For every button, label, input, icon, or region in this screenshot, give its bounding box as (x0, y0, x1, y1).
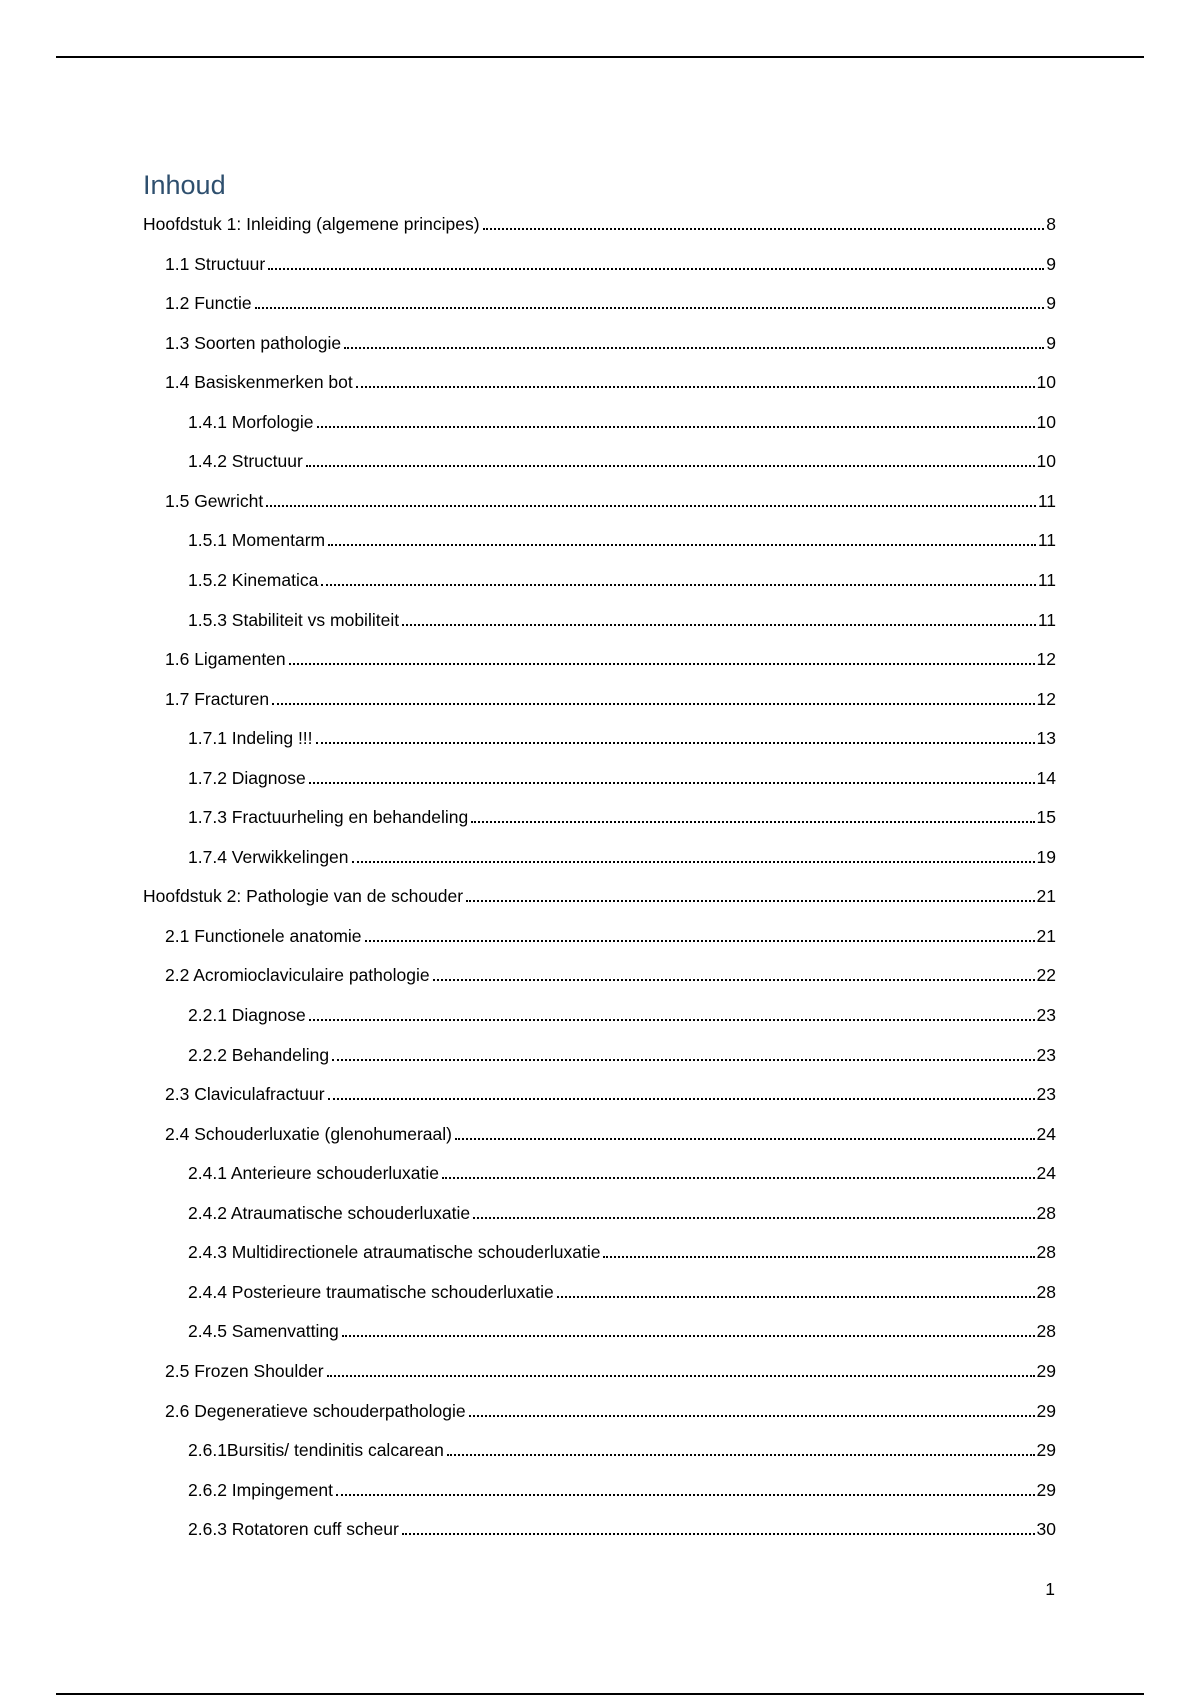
toc-entry[interactable] (188, 1042, 1056, 1068)
toc-entry-page: 8 (1046, 214, 1056, 234)
toc-entry[interactable] (143, 211, 1056, 237)
toc-entry-label: 2.6.2 Impingement (188, 1480, 333, 1500)
dot-leader (317, 425, 1035, 428)
dot-leader (328, 543, 1036, 546)
toc-entry-page: 14 (1036, 768, 1056, 788)
toc-entry-label: 2.4.5 Samenvatting (188, 1321, 339, 1341)
toc-entry[interactable] (188, 1239, 1056, 1265)
footer-rule (56, 1693, 1144, 1695)
toc-entry-page: 22 (1036, 965, 1056, 985)
toc-entry-label: 2.6 Degeneratieve schouderpathologie (165, 1401, 466, 1421)
toc-entry-label: 2.4 Schouderluxatie (glenohumeraal) (165, 1124, 452, 1144)
toc-entry-page: 24 (1036, 1124, 1056, 1144)
toc-entry-page: 28 (1036, 1203, 1056, 1223)
toc-entry-page: 23 (1036, 1084, 1056, 1104)
toc-entry[interactable] (188, 1477, 1056, 1503)
toc-entry-page: 24 (1036, 1163, 1056, 1183)
toc-entry-page: 12 (1036, 689, 1056, 709)
page-number: 1 (1045, 1579, 1055, 1599)
toc-entry-page: 9 (1046, 333, 1056, 353)
toc-entry[interactable] (188, 409, 1056, 435)
toc-entry[interactable] (165, 251, 1056, 277)
toc-entry-label: 2.4.1 Anterieure schouderluxatie (188, 1163, 439, 1183)
toc-entry[interactable] (165, 1398, 1056, 1424)
dot-leader (344, 346, 1044, 349)
dot-leader (365, 939, 1035, 942)
toc-entry-page: 11 (1037, 570, 1056, 590)
toc-entry-label: 2.2.2 Behandeling (188, 1045, 330, 1065)
dot-leader (473, 1216, 1034, 1219)
toc-entry-label: Hoofdstuk 2: Pathologie van de schouder (143, 886, 464, 906)
dot-leader (447, 1453, 1035, 1456)
dot-leader (321, 583, 1035, 586)
toc-entry-page: 13 (1036, 728, 1056, 748)
dot-leader (483, 227, 1045, 230)
toc-entry[interactable] (188, 567, 1056, 593)
toc-entry-label: 1.4.2 Structuur (188, 451, 303, 471)
toc-entry[interactable] (188, 607, 1056, 633)
toc-entry-page: 9 (1046, 254, 1056, 274)
toc-entry-page: 28 (1036, 1321, 1056, 1341)
toc-entry-page: 15 (1036, 807, 1056, 827)
dot-leader (402, 623, 1036, 626)
toc-entry-label: 2.4.3 Multidirectionele atraumatische schouderluxatie (188, 1242, 601, 1262)
toc-entry-page: 30 (1036, 1519, 1056, 1539)
toc-entry[interactable] (188, 804, 1056, 830)
toc-entry-label: 1.2 Functie (165, 293, 252, 313)
toc-entry-page: 21 (1036, 886, 1056, 906)
toc-entry-label: 1.3 Soorten pathologie (165, 333, 342, 353)
toc-entry[interactable] (165, 330, 1056, 356)
toc-entry-label: 1.4 Basiskenmerken bot (165, 372, 353, 392)
toc-entry[interactable] (188, 1002, 1056, 1028)
toc-entry-page: 11 (1037, 491, 1056, 511)
dot-leader (402, 1532, 1035, 1535)
dot-leader (352, 860, 1035, 863)
toc-entry[interactable] (188, 1200, 1056, 1226)
header-rule (56, 56, 1144, 58)
toc-entry-label: 1.6 Ligamenten (165, 649, 286, 669)
dot-leader (255, 306, 1045, 309)
dot-leader (328, 1097, 1035, 1100)
toc-entry[interactable] (143, 883, 1056, 909)
toc-entry-page: 29 (1036, 1401, 1056, 1421)
dot-leader (356, 385, 1035, 388)
toc-entry[interactable] (188, 1318, 1056, 1344)
dot-leader (466, 899, 1034, 902)
toc-entry-page: 28 (1036, 1242, 1056, 1262)
toc-entry-label: Hoofdstuk 1: Inleiding (algemene principes) (143, 214, 480, 234)
dot-leader (455, 1137, 1035, 1140)
toc-entry[interactable] (165, 488, 1056, 514)
toc-entry-label: 1.5.3 Stabiliteit vs mobiliteit (188, 610, 400, 630)
toc-entry[interactable] (165, 1081, 1056, 1107)
dot-leader (442, 1176, 1035, 1179)
toc-entry-label: 2.4.2 Atraumatische schouderluxatie (188, 1203, 471, 1223)
toc-entry-page: 23 (1036, 1045, 1056, 1065)
toc-entry[interactable] (188, 1279, 1056, 1305)
toc-entry[interactable] (188, 765, 1056, 791)
toc-entry-label: 2.1 Functionele anatomie (165, 926, 362, 946)
toc-entry[interactable] (165, 369, 1056, 395)
toc-entry-page: 19 (1036, 847, 1056, 867)
dot-leader (332, 1058, 1034, 1061)
dot-leader (309, 781, 1035, 784)
toc-entry[interactable] (188, 1516, 1056, 1542)
toc-entry-label: 1.5.1 Momentarm (188, 530, 326, 550)
toc-entry-label: 2.2 Acromioclaviculaire pathologie (165, 965, 430, 985)
toc-entry-label: 2.4.4 Posterieure traumatische schouderluxatie (188, 1282, 554, 1302)
dot-leader (272, 702, 1034, 705)
toc-entry[interactable] (188, 1160, 1056, 1186)
toc-entry-label: 2.6.1Bursitis/ tendinitis calcarean (188, 1440, 444, 1460)
toc-entry[interactable] (165, 290, 1056, 316)
dot-leader (557, 1295, 1035, 1298)
toc-entry-page: 10 (1036, 451, 1056, 471)
toc-entry-label: 1.7.3 Fractuurheling en behandeling (188, 807, 469, 827)
toc-entry-page: 29 (1036, 1480, 1056, 1500)
toc-entry-page: 9 (1046, 293, 1056, 313)
toc-entry-page: 11 (1037, 610, 1056, 630)
toc-entry[interactable] (165, 962, 1056, 988)
toc-entry-page: 10 (1036, 372, 1056, 392)
toc-entry-label: 2.5 Frozen Shoulder (165, 1361, 324, 1381)
toc-entry-page: 12 (1036, 649, 1056, 669)
toc-entry-page: 23 (1036, 1005, 1056, 1025)
toc-entry-page: 21 (1036, 926, 1056, 946)
dot-leader (327, 1374, 1035, 1377)
toc-entry[interactable] (188, 725, 1056, 751)
toc-entry[interactable] (188, 844, 1056, 870)
dot-leader (603, 1255, 1034, 1258)
toc-entry-label: 1.5.2 Kinematica (188, 570, 319, 590)
toc-entry-label: 1.4.1 Morfologie (188, 412, 314, 432)
dot-leader (342, 1334, 1035, 1337)
toc-entry-label: 1.1 Structuur (165, 254, 266, 274)
dot-leader (433, 978, 1035, 981)
dot-leader (289, 662, 1035, 665)
toc-entry-page: 10 (1036, 412, 1056, 432)
toc-entry[interactable] (165, 1358, 1056, 1384)
toc-entry-page: 28 (1036, 1282, 1056, 1302)
dot-leader (309, 1018, 1035, 1021)
toc-entry-label: 2.6.3 Rotatoren cuff scheur (188, 1519, 399, 1539)
dot-leader (471, 820, 1034, 823)
toc-heading: Inhoud (143, 170, 226, 200)
toc-entry[interactable] (188, 527, 1056, 553)
dot-leader (268, 267, 1044, 270)
toc-entry-page: 11 (1037, 530, 1056, 550)
toc-entry[interactable] (165, 646, 1056, 672)
toc-entry[interactable] (188, 448, 1056, 474)
toc-entry-label: 2.3 Claviculafractuur (165, 1084, 325, 1104)
dot-leader (316, 741, 1035, 744)
dot-leader (266, 504, 1036, 507)
toc-entry-label: 1.7.4 Verwikkelingen (188, 847, 349, 867)
toc-entry[interactable] (165, 686, 1056, 712)
toc-entry-page: 29 (1036, 1361, 1056, 1381)
toc-entry-page: 29 (1036, 1440, 1056, 1460)
toc-entry-label: 2.2.1 Diagnose (188, 1005, 306, 1025)
toc-entry[interactable] (165, 1121, 1056, 1147)
toc-entry-label: 1.7 Fracturen (165, 689, 270, 709)
toc-entry-label: 1.7.2 Diagnose (188, 768, 306, 788)
dot-leader (336, 1493, 1035, 1496)
toc-entry-label: 1.7.1 Indeling !!! (188, 728, 313, 748)
toc-entry[interactable] (188, 1437, 1056, 1463)
dot-leader (306, 464, 1035, 467)
toc-entry-label: 1.5 Gewricht (165, 491, 264, 511)
dot-leader (469, 1414, 1035, 1417)
toc-entry[interactable] (165, 923, 1056, 949)
